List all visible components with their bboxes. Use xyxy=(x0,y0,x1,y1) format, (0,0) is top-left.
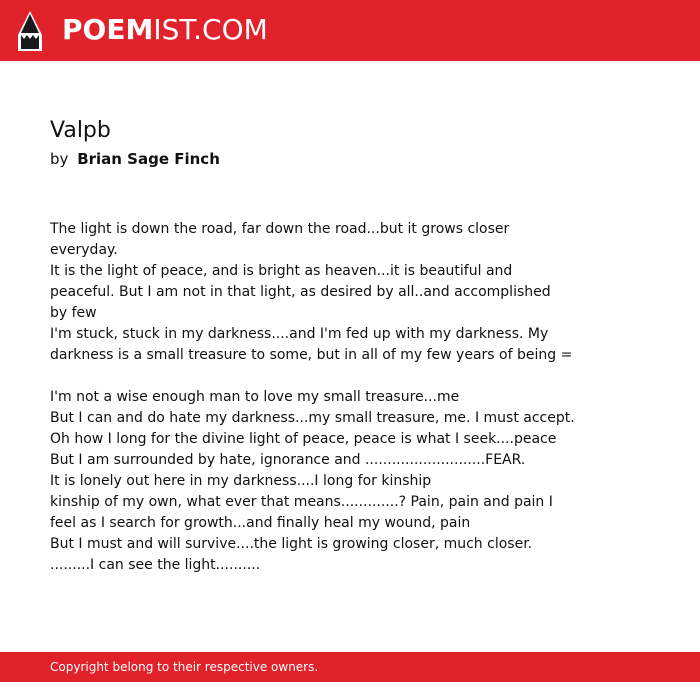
author-name: Brian Sage Finch xyxy=(77,150,220,168)
poem-line: I'm not a wise enough man to love my small treasure...me xyxy=(50,389,460,405)
site-footer xyxy=(0,652,700,682)
poem-line: everyday. xyxy=(50,242,118,258)
copyright-text: Copyright belong to their respective owners. xyxy=(50,660,319,674)
poem-line: .........I can see the light.......... xyxy=(50,557,261,573)
poem-body xyxy=(50,219,575,576)
poem-line: It is lonely out here in my darkness....I long for kinship xyxy=(50,473,432,489)
site-logo[interactable] xyxy=(62,13,268,47)
poem-title: Valpb xyxy=(50,118,111,143)
pencil-icon[interactable] xyxy=(18,11,42,51)
poem-line: I'm stuck, stuck in my darkness....and I'm fed up with my darkness. My xyxy=(50,326,549,342)
byline xyxy=(50,148,220,170)
logo-bold-text: POEM xyxy=(62,13,154,46)
poem-line: feel as I search for growth...and finally heal my wound, pain xyxy=(50,515,471,531)
logo-light-text: IST.COM xyxy=(153,13,268,46)
poem-line: darkness is a small treasure to some, but in all of my few years of being = xyxy=(50,347,573,363)
poem-line xyxy=(50,366,570,387)
poem-line: It is the light of peace, and is bright as heaven...it is beautiful and xyxy=(50,263,513,279)
poem-line: The light is down the road, far down the road...but it grows closer xyxy=(50,221,510,237)
poem-line: peaceful. But I am not in that light, as desired by all..and accomplished xyxy=(50,284,551,300)
poem-line: But I am surrounded by hate, ignorance and ...........................FEAR. xyxy=(50,452,526,468)
poem-line: by few xyxy=(50,305,97,321)
site-header xyxy=(0,0,700,61)
poem-line: But I must and will survive....the light is growing closer, much closer. xyxy=(50,536,533,552)
poem-line: Oh how I long for the divine light of peace, peace is what I seek....peace xyxy=(50,431,557,447)
poem-line: kinship of my own, what ever that means.............? Pain, pain and pain I xyxy=(50,494,553,510)
poem-line: But I can and do hate my darkness...my small treasure, me. I must accept. xyxy=(50,410,575,426)
by-label: by xyxy=(50,150,69,168)
